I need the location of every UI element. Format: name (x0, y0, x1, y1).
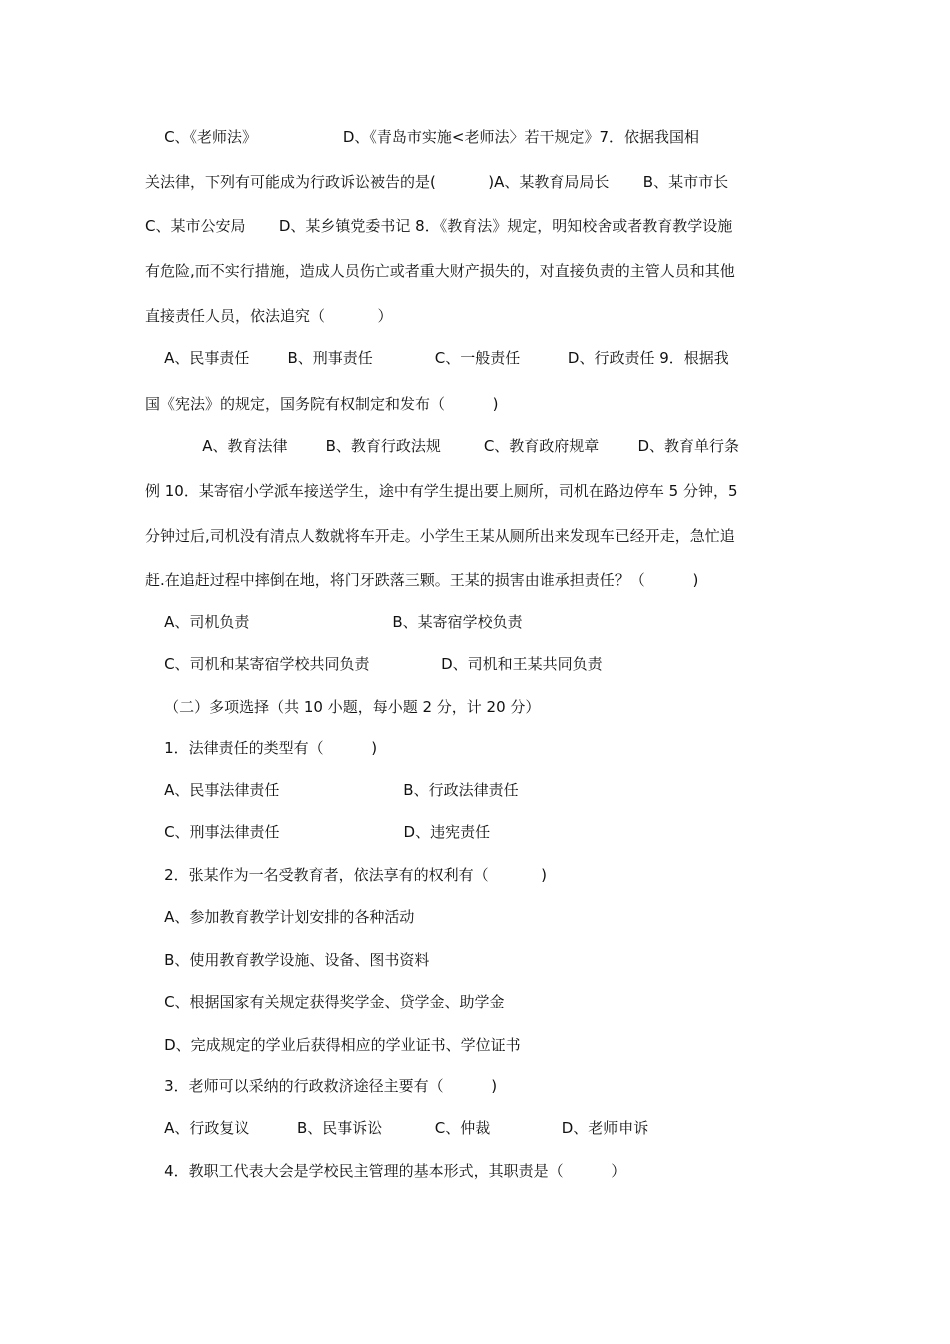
text-line-9: 例 10．某寄宿小学派车接送学生，途中有学生提出要上厕所，司机在路边停车 5 分钟，5 (145, 482, 738, 500)
section-heading: （二）多项选择（共 10 小题，每小题 2 分，计 20 分） (145, 698, 541, 716)
text-line-3: C、某市公安局 D、某乡镇党委书记 8．《教育法》规定，明知校舍或者教育教学设施 (145, 217, 733, 235)
text-line-1: C、《老师法》 D、《青岛市实施<老师法〉若干规定》7．依据我国相 (145, 128, 700, 146)
question-2-option-c: C、根据国家有关规定获得奖学金、贷学金、助学金 (145, 993, 505, 1011)
question-3: 3．老师可以采纳的行政救济途径主要有（ ) (145, 1077, 498, 1095)
text-line-11: 赶.在追赶过程中摔倒在地，将门牙跌落三颗。王某的损害由谁承担责任？（ ) (145, 571, 699, 589)
text-line-8: A、教育法律 B、教育行政法规 C、教育政府规章 D、教育单行条 (145, 437, 739, 455)
text-line-4: 有危险,而不实行措施，造成人员伤亡或者重大财产损失的，对直接负责的主管人员和其他 (145, 262, 735, 280)
question-3-options: A、行政复议 B、民事诉讼 C、仲裁 D、老师申诉 (145, 1119, 649, 1137)
text-line-2: 关法律，下列有可能成为行政诉讼被告的是( )A、某教育局局长 B、某市市长 (145, 173, 729, 191)
text-line-13: C、司机和某寄宿学校共同负责 D、司机和王某共同负责 (145, 655, 603, 673)
question-2-option-b: B、使用教育教学设施、设备、图书资料 (145, 951, 430, 969)
text-line-12: A、司机负责 B、某寄宿学校负责 (145, 613, 523, 631)
question-2: 2．张某作为一名受教育者，依法享有的权利有（ ) (145, 866, 547, 884)
question-2-option-d: D、完成规定的学业后获得相应的学业证书、学位证书 (145, 1036, 521, 1054)
text-line-5: 直接责任人员，依法追究（ ） (145, 307, 393, 325)
question-1-options-cd: C、刑事法律责任 D、违宪责任 (145, 823, 491, 841)
text-line-6: A、民事责任 B、刑事责任 C、一般责任 D、行政责任 9．根据我 (145, 349, 729, 367)
question-1: 1．法律责任的类型有（ ) (145, 739, 378, 757)
text-line-10: 分钟过后,司机没有清点人数就将车开走。小学生王某从厕所出来发现车已经开走，急忙追 (145, 527, 735, 545)
question-2-option-a: A、参加教育教学计划安排的各种活动 (145, 908, 415, 926)
question-4: 4．教职工代表大会是学校民主管理的基本形式，其职责是（ ） (145, 1162, 627, 1180)
question-1-options-ab: A、民事法律责任 B、行政法律责任 (145, 781, 519, 799)
text-line-7: 国《宪法》的规定，国务院有权制定和发布（ ) (145, 395, 499, 413)
